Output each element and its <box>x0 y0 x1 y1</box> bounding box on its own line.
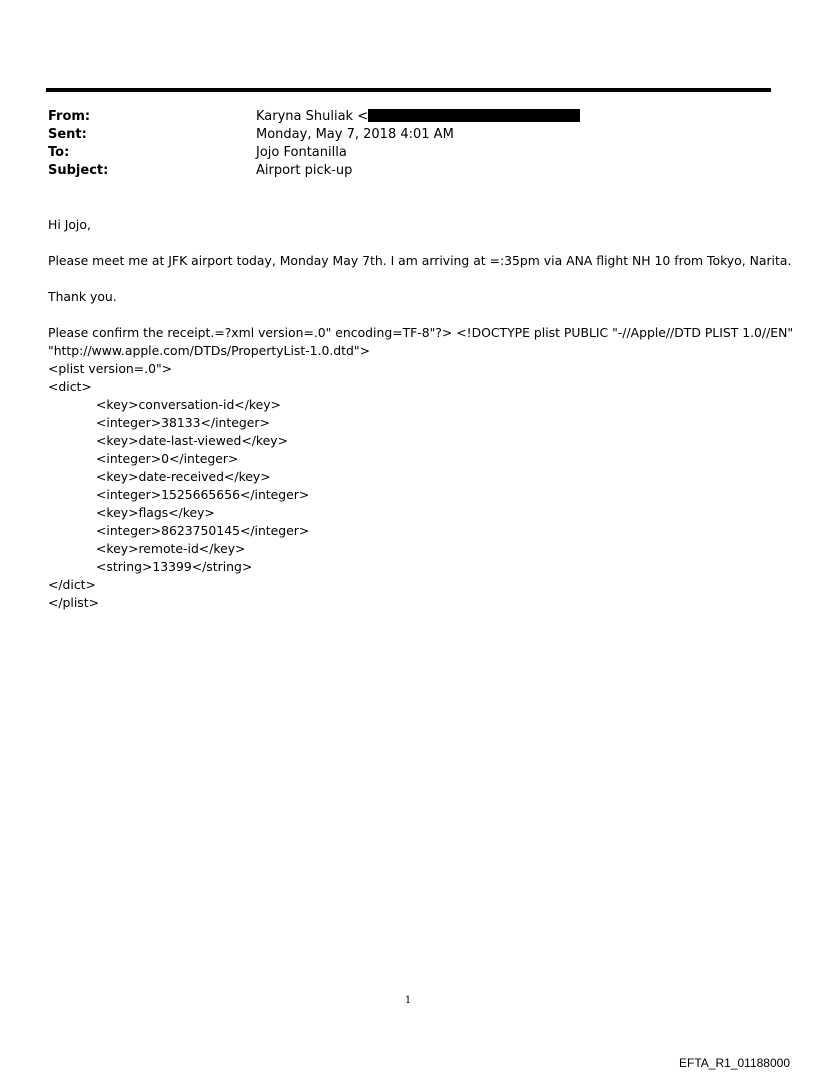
to-label: To: <box>48 145 70 160</box>
subject-row <box>48 162 768 180</box>
dict-line: <string>13399</string> <box>96 559 253 574</box>
dict-close: </dict> <box>48 577 96 592</box>
confirm-line-2: "http://www.apple.com/DTDs/PropertyList-1.0.dtd"> <box>48 343 370 358</box>
confirm-line-1: Please confirm the receipt.=?xml version=.0" encoding=TF-8"?> <!DOCTYPE plist PUBLIC "-//Apple//DTD PLIST 1.0//EN" <box>48 325 794 340</box>
sent-label: Sent: <box>48 127 87 142</box>
document-id: EFTA_R1_01188000 <box>679 1056 790 1070</box>
from-value <box>256 108 580 126</box>
email-header <box>48 108 768 180</box>
header-rule <box>46 88 771 92</box>
from-name: Karyna Shuliak < <box>256 109 369 124</box>
from-row <box>48 108 768 126</box>
dict-line: <integer>8623750145</integer> <box>96 523 310 538</box>
thanks: Thank you. <box>48 289 117 304</box>
dict-line: <integer>38133</integer> <box>96 415 270 430</box>
plist-close: </plist> <box>48 595 100 610</box>
message-paragraph: Please meet me at JFK airport today, Monday May 7th. I am arriving at =:35pm via ANA flight NH 10 from Tokyo, Narita. <box>48 253 792 268</box>
email-body <box>48 216 794 612</box>
dict-line: <integer>1525665656</integer> <box>96 487 310 502</box>
sent-value: Monday, May 7, 2018 4:01 AM <box>256 127 454 142</box>
dict-line: <key>remote-id</key> <box>96 541 246 556</box>
subject-label: Subject: <box>48 163 109 178</box>
to-value: Jojo Fontanilla <box>256 145 347 160</box>
plist-open: <plist version=.0"> <box>48 361 173 376</box>
subject-value: Airport pick-up <box>256 163 353 178</box>
page-number: 1 <box>404 995 412 1006</box>
dict-line: <key>flags</key> <box>96 505 215 520</box>
dict-line: <key>conversation-id</key> <box>96 397 281 412</box>
dict-line: <key>date-received</key> <box>96 469 271 484</box>
sent-row <box>48 126 768 144</box>
to-row <box>48 144 768 162</box>
greeting: Hi Jojo, <box>48 217 91 232</box>
redaction-block <box>368 109 580 122</box>
dict-line: <key>date-last-viewed</key> <box>96 433 288 448</box>
dict-open: <dict> <box>48 379 92 394</box>
from-label: From: <box>48 109 91 124</box>
dict-line: <integer>0</integer> <box>96 451 239 466</box>
